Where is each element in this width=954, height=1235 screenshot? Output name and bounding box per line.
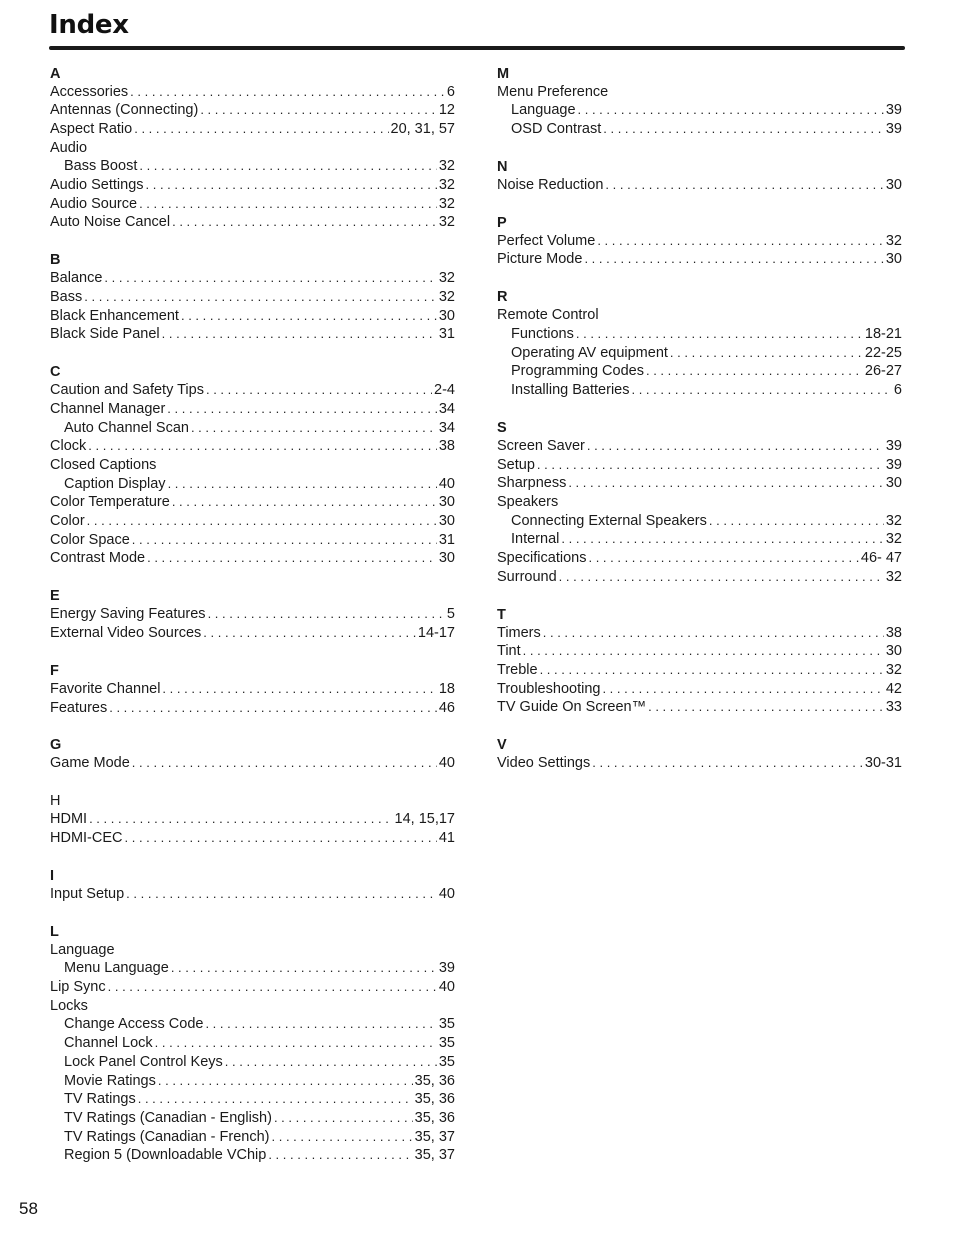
entry-page: 30	[885, 176, 902, 193]
index-entry	[50, 680, 455, 699]
dot-leader	[172, 213, 437, 232]
index-entry	[50, 605, 455, 624]
entry-page: 42	[885, 680, 902, 697]
entry-term: Lock Panel Control Keys	[64, 1053, 223, 1070]
index-entry	[50, 1090, 455, 1109]
entry-term: Installing Batteries	[511, 382, 630, 399]
index-entry	[50, 1072, 455, 1091]
entry-page: 6	[893, 382, 902, 399]
index-section-n	[497, 157, 902, 194]
dot-leader	[89, 810, 392, 829]
entry-term: Auto Noise Cancel	[50, 214, 171, 231]
entry-term: Contrast Mode	[50, 550, 146, 567]
page-number: 58	[19, 1199, 38, 1218]
entry-term: Movie Ratings	[64, 1072, 156, 1089]
entry-page: 46- 47	[860, 550, 902, 567]
dot-leader	[603, 120, 884, 139]
section-letter: I	[50, 867, 55, 884]
dot-leader	[576, 325, 863, 344]
entry-page: 30	[438, 513, 455, 530]
index-entry	[50, 325, 455, 344]
entry-page: 35, 36	[414, 1091, 455, 1108]
entry-page: 34	[438, 419, 455, 436]
entry-term: Specifications	[497, 550, 587, 567]
index-entry	[50, 754, 455, 773]
index-entry	[50, 941, 455, 960]
section-letter: H	[50, 793, 61, 810]
dot-leader	[139, 195, 437, 214]
page-title: Index	[49, 10, 129, 40]
entry-page: 40	[438, 979, 455, 996]
entry-term: Remote Control	[497, 307, 599, 324]
entry-term: TV Ratings (Canadian - French)	[64, 1128, 270, 1145]
index-entry	[50, 419, 455, 438]
dot-leader	[134, 120, 388, 139]
entry-term: Bass	[50, 288, 83, 305]
title-rule	[49, 46, 905, 50]
entry-page: 30	[438, 307, 455, 324]
index-entry	[50, 549, 455, 568]
section-letter: G	[50, 737, 62, 754]
index-entry	[497, 549, 902, 568]
index-entry	[50, 1034, 455, 1053]
entry-page: 35, 36	[414, 1109, 455, 1126]
index-entry	[50, 512, 455, 531]
dot-leader	[268, 1146, 412, 1165]
entry-page: 32	[885, 512, 902, 529]
entry-term: Language	[511, 102, 576, 119]
entry-term: Audio Settings	[50, 177, 144, 194]
index-entry	[50, 139, 455, 158]
index-entry	[50, 101, 455, 120]
index-entry	[50, 885, 455, 904]
entry-term: Bass Boost	[64, 158, 138, 175]
entry-page: 14-17	[417, 624, 455, 641]
index-column-right	[497, 64, 902, 792]
entry-page: 30	[438, 494, 455, 511]
section-letter: T	[497, 606, 506, 623]
dot-leader	[206, 381, 432, 400]
dot-leader	[132, 531, 437, 550]
entry-term: External Video Sources	[50, 624, 202, 641]
entry-term: Input Setup	[50, 885, 125, 902]
index-entry	[497, 512, 902, 531]
dot-leader	[125, 829, 437, 848]
index-entry	[50, 83, 455, 102]
entry-page: 30	[885, 475, 902, 492]
index-section-a	[50, 64, 455, 232]
entry-term: Sharpness	[497, 475, 567, 492]
entry-page: 46	[438, 699, 455, 716]
entry-term: Functions	[511, 325, 574, 342]
entry-page: 14, 15,17	[394, 811, 455, 828]
entry-page: 18-21	[864, 325, 902, 342]
section-letter: A	[50, 65, 61, 82]
entry-term: Timers	[497, 624, 541, 641]
entry-page: 40	[438, 475, 455, 492]
entry-page: 20, 31, 57	[390, 120, 455, 137]
entry-term: Troubleshooting	[497, 680, 601, 697]
entry-term: Favorite Channel	[50, 680, 161, 697]
entry-term: Closed Captions	[50, 456, 157, 473]
entry-term: HDMI	[50, 811, 88, 828]
entry-term: Speakers	[497, 493, 559, 510]
index-entry	[50, 213, 455, 232]
entry-term: Noise Reduction	[497, 176, 604, 193]
index-entry	[50, 1015, 455, 1034]
dot-leader	[146, 176, 437, 195]
entry-page: 5	[446, 606, 455, 623]
entry-term: Caption Display	[64, 475, 166, 492]
entry-page: 34	[438, 400, 455, 417]
dot-leader	[191, 419, 437, 438]
index-entry	[497, 120, 902, 139]
index-entry	[497, 381, 902, 400]
dot-leader	[559, 568, 884, 587]
index-entry	[50, 531, 455, 550]
entry-page: 40	[438, 885, 455, 902]
entry-term: TV Guide On Screen™	[497, 699, 647, 716]
index-entry	[50, 829, 455, 848]
index-entry	[497, 642, 902, 661]
index-section-r	[497, 288, 902, 400]
index-section-e	[50, 587, 455, 643]
entry-term: Menu Preference	[497, 83, 609, 100]
dot-leader	[132, 754, 437, 773]
dot-leader	[588, 549, 858, 568]
entry-term: Setup	[497, 456, 535, 473]
dot-leader	[203, 624, 416, 643]
dot-leader	[167, 400, 437, 419]
index-section-l	[50, 922, 455, 1165]
dot-leader	[578, 101, 884, 120]
dot-leader	[587, 437, 884, 456]
dot-leader	[162, 325, 437, 344]
entry-page: 32	[885, 568, 902, 585]
entry-page: 30-31	[864, 755, 902, 772]
index-entry	[497, 568, 902, 587]
entry-page: 32	[885, 531, 902, 548]
entry-page: 22-25	[864, 344, 902, 361]
dot-leader	[104, 269, 436, 288]
entry-term: Caution and Safety Tips	[50, 382, 204, 399]
index-section-p	[497, 213, 902, 269]
entry-page: 35, 37	[414, 1128, 455, 1145]
entry-term: Perfect Volume	[497, 232, 596, 249]
dot-leader	[537, 456, 884, 475]
dot-leader	[205, 1015, 436, 1034]
entry-page: 32	[885, 661, 902, 678]
dot-leader	[139, 157, 437, 176]
entry-term: Tint	[497, 643, 521, 660]
entry-term: Lip Sync	[50, 979, 106, 996]
index-section-g	[50, 736, 455, 773]
section-letter: V	[497, 737, 507, 754]
dot-leader	[592, 754, 863, 773]
entry-term: Menu Language	[64, 960, 169, 977]
section-letter: F	[50, 662, 59, 679]
entry-term: Internal	[511, 531, 560, 548]
index-entry	[50, 959, 455, 978]
entry-page: 31	[438, 531, 455, 548]
index-entry	[50, 157, 455, 176]
entry-page: 31	[438, 326, 455, 343]
entry-page: 35, 36	[414, 1072, 455, 1089]
dot-leader	[646, 362, 863, 381]
entry-term: Language	[50, 941, 115, 958]
entry-page: 18	[438, 680, 455, 697]
index-entry	[497, 362, 902, 381]
section-letter: S	[497, 419, 507, 436]
entry-term: Color	[50, 513, 85, 530]
section-letter: E	[50, 588, 60, 605]
index-section-v	[497, 736, 902, 773]
index-entry	[497, 83, 902, 102]
dot-leader	[109, 699, 437, 718]
entry-page: 39	[885, 456, 902, 473]
index-entry	[50, 997, 455, 1016]
entry-term: TV Ratings (Canadian - English)	[64, 1109, 272, 1126]
entry-page: 38	[885, 624, 902, 641]
index-entry	[50, 1053, 455, 1072]
entry-term: Programming Codes	[511, 363, 644, 380]
entry-page: 35, 37	[414, 1147, 455, 1164]
section-letter: R	[497, 289, 508, 306]
index-entry	[497, 437, 902, 456]
entry-term: Channel Manager	[50, 400, 166, 417]
index-entry	[497, 250, 902, 269]
index-entry	[50, 978, 455, 997]
dot-leader	[171, 959, 437, 978]
index-entry	[50, 493, 455, 512]
section-letter: N	[497, 158, 508, 175]
entry-term: Game Mode	[50, 755, 130, 772]
entry-page: 32	[438, 214, 455, 231]
dot-leader	[158, 1072, 413, 1091]
dot-leader	[523, 642, 884, 661]
dot-leader	[126, 885, 437, 904]
index-section-f	[50, 661, 455, 717]
index-section-t	[497, 605, 902, 717]
entry-term: Channel Lock	[64, 1035, 153, 1052]
section-letter: L	[50, 923, 59, 940]
index-entry	[497, 474, 902, 493]
entry-term: Color Space	[50, 531, 130, 548]
index-entry	[50, 307, 455, 326]
index-section-i	[50, 866, 455, 903]
index-entry	[497, 232, 902, 251]
entry-term: Antennas (Connecting)	[50, 102, 199, 119]
entry-term: Connecting External Speakers	[511, 512, 707, 529]
entry-page: 35	[438, 1035, 455, 1052]
index-entry	[497, 176, 902, 195]
index-entry	[497, 754, 902, 773]
index-entry	[497, 325, 902, 344]
dot-leader	[543, 624, 884, 643]
index-entry	[50, 624, 455, 643]
dot-leader	[540, 661, 884, 680]
entry-page: 32	[438, 177, 455, 194]
dot-leader	[274, 1109, 413, 1128]
dot-leader	[138, 1090, 413, 1109]
section-letter: C	[50, 364, 61, 381]
index-entry	[50, 1146, 455, 1165]
dot-leader	[631, 381, 891, 400]
entry-page: 30	[885, 251, 902, 268]
index-entry	[497, 101, 902, 120]
index-entry	[497, 306, 902, 325]
entry-page: 6	[446, 83, 455, 100]
dot-leader	[172, 493, 437, 512]
dot-leader	[208, 605, 445, 624]
index-entry	[50, 1109, 455, 1128]
dot-leader	[84, 288, 437, 307]
entry-term: Balance	[50, 270, 103, 287]
index-entry	[50, 288, 455, 307]
index-entry	[497, 493, 902, 512]
entry-term: Color Temperature	[50, 494, 170, 511]
dot-leader	[108, 978, 437, 997]
index-entry	[497, 661, 902, 680]
index-entry	[50, 381, 455, 400]
entry-page: 38	[438, 438, 455, 455]
section-letter: M	[497, 65, 510, 82]
index-entry	[50, 456, 455, 475]
index-entry	[50, 176, 455, 195]
dot-leader	[605, 176, 883, 195]
dot-leader	[561, 530, 883, 549]
entry-page: 32	[438, 288, 455, 305]
entry-term: Black Side Panel	[50, 326, 160, 343]
entry-term: Screen Saver	[497, 437, 585, 454]
entry-page: 35	[438, 1016, 455, 1033]
dot-leader	[168, 475, 437, 494]
entry-term: HDMI-CEC	[50, 829, 123, 846]
dot-leader	[272, 1128, 413, 1147]
dot-leader	[181, 307, 437, 326]
dot-leader	[597, 232, 884, 251]
dot-leader	[162, 680, 436, 699]
index-entry	[497, 344, 902, 363]
index-entry	[50, 437, 455, 456]
entry-page: 39	[885, 437, 902, 454]
entry-term: Aspect Ratio	[50, 120, 133, 137]
entry-term: Black Enhancement	[50, 307, 179, 324]
entry-page: 26-27	[864, 363, 902, 380]
dot-leader	[155, 1034, 437, 1053]
entry-page: 40	[438, 755, 455, 772]
index-entry	[50, 1128, 455, 1147]
index-section-b	[50, 251, 455, 344]
entry-term: Region 5 (Downloadable VChip	[64, 1147, 267, 1164]
index-entry	[50, 120, 455, 139]
index-entry	[50, 400, 455, 419]
index-entry	[50, 269, 455, 288]
index-section-s	[497, 418, 902, 586]
dot-leader	[602, 680, 883, 699]
index-entry	[497, 456, 902, 475]
entry-page: 12	[438, 102, 455, 119]
entry-page: 35	[438, 1053, 455, 1070]
entry-term: OSD Contrast	[511, 120, 602, 137]
entry-term: Accessories	[50, 83, 129, 100]
dot-leader	[568, 474, 884, 493]
entry-page: 30	[885, 643, 902, 660]
index-section-c	[50, 363, 455, 568]
entry-term: Auto Channel Scan	[64, 419, 189, 436]
dot-leader	[648, 698, 884, 717]
index-section-h	[50, 792, 455, 848]
dot-leader	[200, 101, 437, 120]
index-entry	[50, 699, 455, 718]
entry-page: 32	[438, 270, 455, 287]
entry-page: 41	[438, 829, 455, 846]
entry-term: Operating AV equipment	[511, 344, 668, 361]
entry-term: Picture Mode	[497, 251, 583, 268]
index-entry	[497, 698, 902, 717]
entry-page: 32	[438, 195, 455, 212]
dot-leader	[87, 512, 437, 531]
dot-leader	[88, 437, 437, 456]
dot-leader	[709, 512, 884, 531]
index-entry	[50, 195, 455, 214]
index-entry	[497, 624, 902, 643]
index-entry	[497, 680, 902, 699]
dot-leader	[130, 83, 445, 102]
index-entry	[50, 475, 455, 494]
entry-term: Audio Source	[50, 195, 138, 212]
entry-page: 32	[885, 232, 902, 249]
index-entry	[497, 530, 902, 549]
section-letter: P	[497, 214, 507, 231]
entry-term: Locks	[50, 997, 88, 1014]
entry-term: TV Ratings	[64, 1091, 136, 1108]
section-letter: B	[50, 252, 61, 269]
entry-page: 2-4	[434, 382, 455, 399]
entry-term: Clock	[50, 438, 87, 455]
index-column-left	[50, 64, 455, 1184]
dot-leader	[225, 1053, 437, 1072]
entry-page: 39	[885, 120, 902, 137]
entry-page: 39	[885, 102, 902, 119]
entry-term: Change Access Code	[64, 1016, 204, 1033]
entry-page: 39	[438, 960, 455, 977]
entry-term: Treble	[497, 661, 538, 678]
entry-page: 33	[885, 699, 902, 716]
entry-term: Surround	[497, 568, 557, 585]
entry-page: 32	[438, 158, 455, 175]
entry-term: Features	[50, 699, 108, 716]
entry-term: Audio	[50, 139, 88, 156]
entry-term: Video Settings	[497, 755, 591, 772]
dot-leader	[584, 250, 883, 269]
entry-term: Energy Saving Features	[50, 606, 206, 623]
dot-leader	[147, 549, 437, 568]
entry-page: 30	[438, 550, 455, 567]
dot-leader	[670, 344, 863, 363]
index-entry	[50, 810, 455, 829]
index-section-m	[497, 64, 902, 139]
